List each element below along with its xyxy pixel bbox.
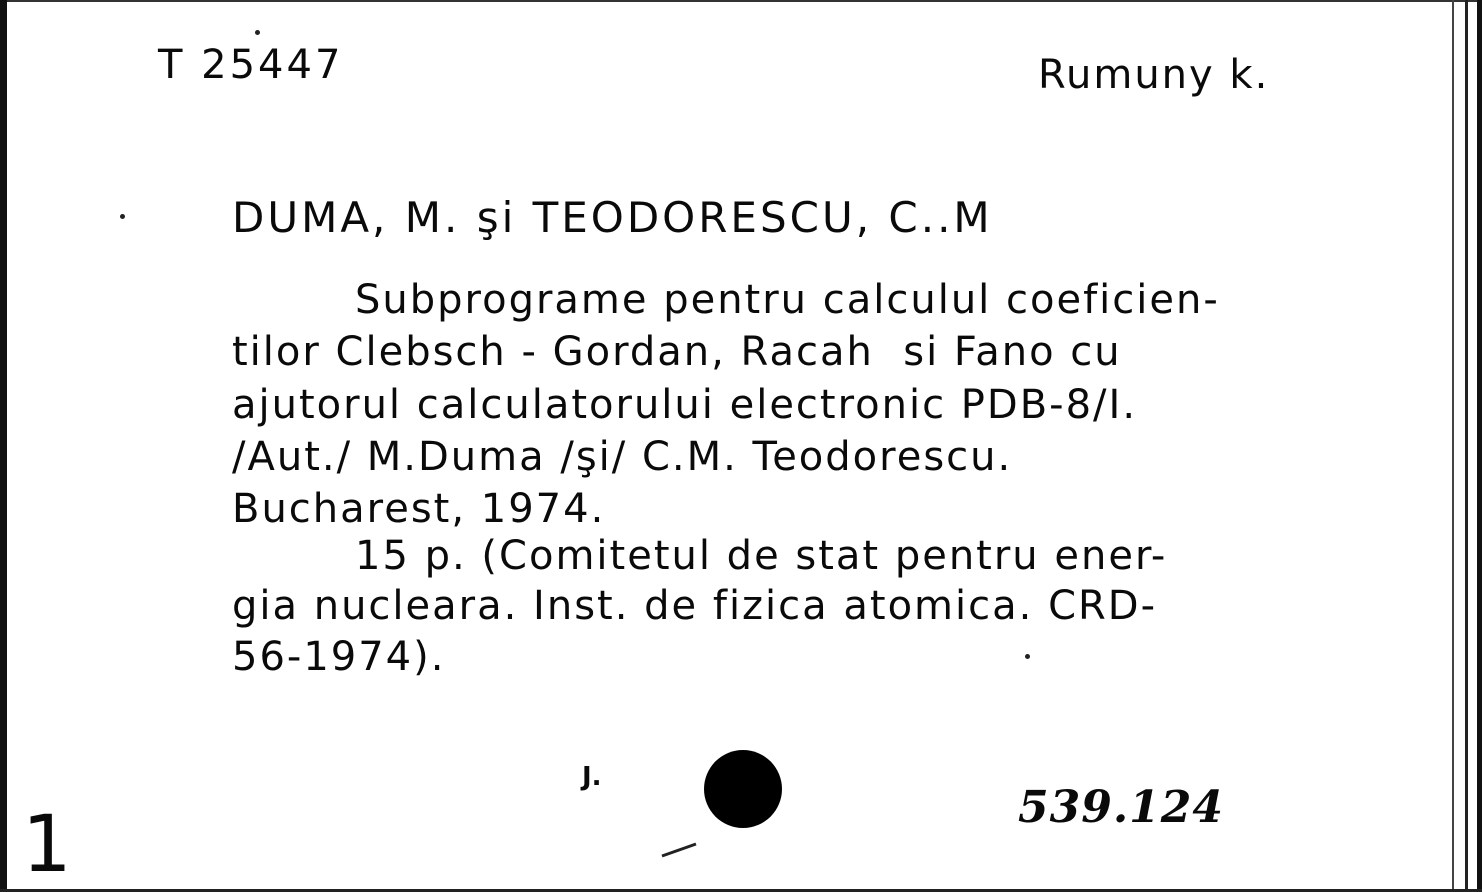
body-line: /Aut./ M.Duma /şi/ C.M. Teodorescu. (232, 434, 1013, 480)
punch-hole (704, 750, 782, 828)
body-line: 56-1974). (232, 634, 446, 680)
card-top-edge (0, 0, 1482, 2)
body-line: ajutorul calculatorului electronic PDB-8/I. (232, 382, 1138, 428)
speck (1025, 654, 1030, 659)
card-left-edge (0, 0, 7, 892)
classification-number: 539.124 (1018, 782, 1225, 833)
margin-number: 1 (22, 800, 72, 890)
card-right-edge (1477, 0, 1482, 892)
body-line: tilor Clebsch - Gordan, Racah si Fano cu (232, 329, 1122, 375)
body-line: Bucharest, 1974. (232, 486, 606, 532)
body-line: 15 p. (Comitetul de stat pentru ener- (355, 533, 1168, 579)
body-line: Subprograme pentru calculul coeficien- (355, 277, 1220, 323)
body-line: gia nucleara. Inst. de fizica atomica. CRD- (232, 583, 1158, 629)
speck (255, 30, 260, 35)
small-mark: J. (582, 762, 602, 792)
speck (120, 214, 125, 219)
pencil-stroke (660, 840, 700, 860)
language-note: Rumuny k. (1038, 52, 1270, 98)
author-heading: DUMA, M. şi TEODORESCU, C..M (232, 193, 993, 242)
call-number: T 25447 (158, 42, 344, 88)
card-right-inner-edge (1465, 0, 1468, 892)
card-right-inner-edge-2 (1452, 0, 1454, 892)
